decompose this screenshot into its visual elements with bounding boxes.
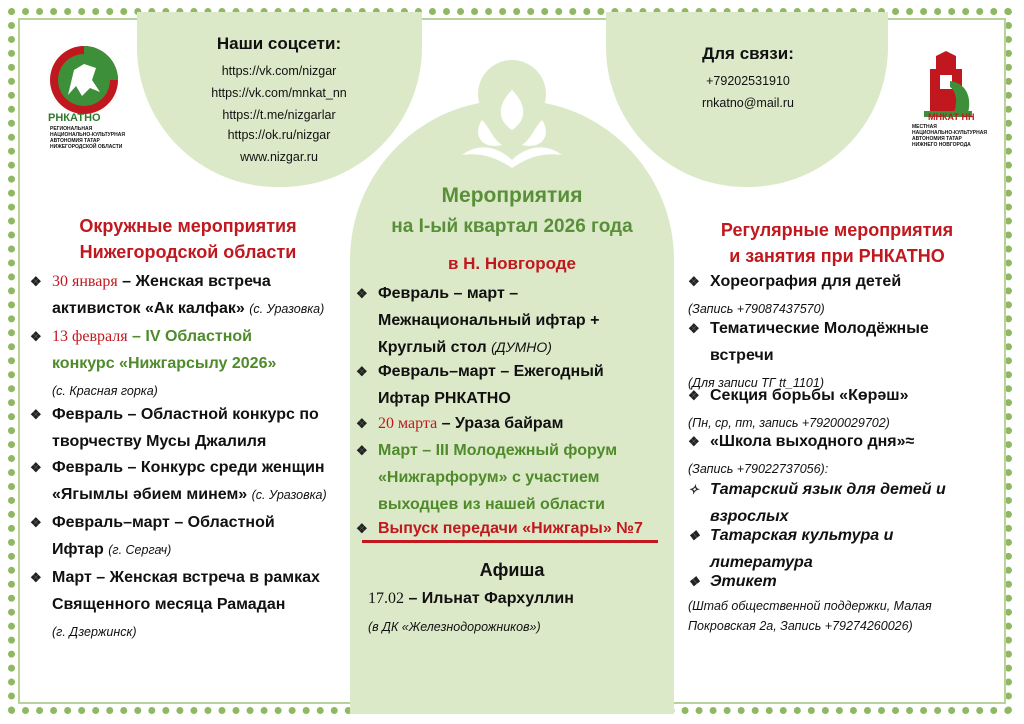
red-underline — [362, 540, 658, 543]
left-item-4-note: (с. Уразовка) — [251, 488, 327, 502]
afisha-event — [368, 590, 574, 608]
right-item-1-line1: Хореография для детей — [710, 273, 902, 290]
bullet-icon: ❖ — [688, 321, 700, 336]
right-logo-caption-3: АВТОНОМИЯ ТАТАР — [912, 136, 962, 142]
center-item-1-line3: Круглый стол — [378, 339, 492, 356]
social-link-ok[interactable]: https://ok.ru/nizgar — [227, 128, 331, 142]
left-item-3-line2: творчеству Мусы Джалиля — [52, 433, 267, 450]
center-item-5-text: Выпуск передачи «Нижгары» №7 — [378, 520, 643, 537]
center-item-4-line2: «Нижгарфорум» с участием — [378, 469, 600, 486]
bullet-icon: ❖ — [688, 388, 700, 403]
center-item-4 — [356, 437, 617, 518]
bullet-icon: ❖ — [30, 407, 42, 422]
left-item-5-line2: Ифтар — [52, 541, 109, 558]
center-item-1 — [356, 280, 599, 361]
right-item-7 — [688, 568, 777, 595]
right-item-7-line1: Этикет — [710, 573, 777, 590]
left-item-2-line2: конкурс «Нижгарсылу 2026» — [52, 355, 277, 372]
right-item-8-note: (Штаб общественной поддержки, Малая — [688, 599, 932, 613]
social-link-vk-nizgar[interactable]: https://vk.com/nizgar — [221, 64, 337, 78]
bullet-icon: ❖ — [356, 521, 368, 536]
right-item-5-line2: взрослых — [710, 508, 789, 525]
afisha-title: Афиша — [479, 560, 545, 580]
center-item-3-date: 20 марта — [378, 415, 438, 432]
left-logo-caption-2: НАЦИОНАЛЬНО-КУЛЬТУРНАЯ — [50, 132, 125, 138]
left-logo-caption-3: АВТОНОМИЯ ТАТАР — [50, 138, 100, 144]
left-item-1 — [30, 268, 324, 323]
center-subtitle: в Н. Новгороде — [447, 254, 577, 273]
left-item-1-line2: активисток «Ак калфак» — [52, 300, 250, 317]
contact-phone[interactable]: +79202531910 — [706, 74, 790, 88]
bullet-icon: ❖ — [688, 274, 700, 289]
left-item-6 — [30, 564, 320, 646]
social-title: Наши соцсети: — [216, 34, 342, 53]
left-item-3 — [30, 401, 319, 455]
left-item-5 — [30, 509, 275, 564]
right-logo-caption-2: НАЦИОНАЛЬНО-КУЛЬТУРНАЯ — [912, 130, 987, 136]
center-item-1-note: (ДУМНО) — [491, 339, 552, 355]
center-title: Мероприятия — [441, 184, 583, 207]
right-title: Регулярные мероприятия — [720, 220, 954, 240]
contact-title: Для связи: — [702, 44, 794, 63]
right-item-4 — [688, 428, 914, 483]
bullet-icon: ❖ — [688, 528, 700, 543]
left-logo-caption-4: НИЖЕГОРОДСКОЙ ОБЛАСТИ — [50, 144, 123, 150]
bullet-icon: ❖ — [356, 416, 368, 431]
bullet-icon: ❖ — [688, 434, 700, 449]
left-item-6-line1: Март – Женская встреча в рамках — [52, 569, 320, 586]
right-item-4-line1: «Школа выходного дня»≈ — [710, 433, 915, 450]
left-item-4 — [30, 454, 327, 509]
afisha-name: – Ильнат Фархуллин — [404, 590, 574, 607]
center-item-2-line2: Ифтар РНКАТНО — [378, 390, 511, 407]
left-item-4-line2: «Ягымлы әбием минем» — [52, 486, 252, 503]
center-item-2 — [356, 358, 604, 412]
afisha-place: (в ДК «Железнодорожников») — [368, 620, 541, 634]
social-link-telegram[interactable]: https://t.me/nizgarlar — [222, 108, 336, 122]
social-link-site[interactable]: www.nizgar.ru — [240, 150, 318, 164]
bullet-icon: ❖ — [356, 443, 368, 458]
right-item-8-note-2: Покровская 2а, Запись +79274260026) — [688, 619, 913, 633]
left-item-2-note: (с. Красная горка) — [52, 384, 158, 398]
bullet-icon: ❖ — [30, 460, 42, 475]
left-item-6-note: (г. Дзержинск) — [52, 625, 137, 639]
ornament-icon — [452, 80, 572, 170]
right-logo-caption-4: НИЖНЕГО НОВГОРОДА — [912, 142, 971, 148]
right-title-2: и занятия при РНКАТНО — [729, 246, 945, 266]
social-link-vk-mnkat[interactable]: https://vk.com/mnkat_nn — [211, 86, 347, 100]
right-item-3-line1: Секция борьбы «Көрәш» — [710, 387, 909, 404]
bullet-icon: ❖ — [688, 574, 700, 589]
left-logo-name: РНКАТНО — [48, 112, 101, 124]
bullet-icon: ❖ — [356, 364, 368, 379]
center-item-4-line1: Март – III Молодежный форум — [378, 442, 618, 459]
afisha-date: 17.02 — [368, 590, 404, 607]
left-item-3-line1: Февраль – Областной конкурс по — [52, 406, 319, 423]
left-item-1-note: (с. Уразовка) — [249, 302, 325, 316]
center-item-4-line3: выходцев из нашей области — [378, 496, 605, 513]
star-bullet-icon: ✧ — [688, 482, 699, 497]
center-item-1-line2: Межнациональный ифтар + — [378, 312, 600, 329]
left-title-2: Нижегородской области — [79, 242, 297, 262]
right-item-3-note: (Пн, ср, пт, запись +79200029702) — [688, 416, 890, 430]
left-item-4-line1: Февраль – Конкурс среди женщин — [52, 459, 325, 476]
center-item-2-line1: Февраль–март – Ежегодный — [378, 363, 604, 380]
right-item-4-note: (Запись +79022737056): — [688, 462, 829, 476]
bullet-icon: ❖ — [30, 515, 42, 530]
left-item-2 — [30, 323, 276, 405]
left-item-1-date: 30 января — [52, 273, 118, 290]
right-item-6-line2: литература — [710, 554, 813, 571]
left-item-1-line1: – Женская встреча — [117, 273, 271, 290]
bullet-icon: ❖ — [356, 286, 368, 301]
right-item-2-line2: встречи — [710, 347, 774, 364]
left-item-5-line1: Февраль–март – Областной — [52, 514, 275, 531]
left-logo-caption-1: РЕГИОНАЛЬНАЯ — [50, 126, 93, 132]
right-logo-name: МНКАТ НН — [928, 112, 975, 122]
right-item-6-line1: Татарская культура и — [710, 527, 894, 544]
center-item-3 — [356, 410, 563, 437]
right-item-2-line1: Тематические Молодёжные — [710, 320, 929, 337]
left-item-2-line1: – IV Областной — [127, 328, 252, 345]
right-item-8 — [688, 596, 932, 636]
left-item-5-note: (г. Сергач) — [108, 543, 172, 557]
left-title: Окружные мероприятия — [79, 216, 297, 236]
left-item-2-date: 13 февраля — [52, 328, 128, 345]
bullet-icon: ❖ — [30, 329, 42, 344]
center-item-1-line1: Февраль – март – — [378, 285, 519, 302]
center-title-2: на I-ый квартал 2026 года — [391, 216, 633, 237]
contact-email[interactable]: rnkatno@mail.ru — [702, 96, 794, 110]
right-item-5-line1: Татарский язык для детей и — [710, 481, 946, 498]
left-item-6-line2: Священного месяца Рамадан — [52, 596, 286, 613]
right-item-1-note: (Запись +79087437570) — [688, 302, 825, 316]
center-item-5 — [356, 515, 643, 542]
right-item-2-note: (Для записи ТГ tt_1101) — [688, 376, 824, 390]
bullet-icon: ❖ — [30, 274, 42, 289]
center-item-3-text: – Ураза байрам — [437, 415, 564, 432]
right-logo-caption-1: МЕСТНАЯ — [912, 124, 937, 130]
bullet-icon: ❖ — [30, 570, 42, 585]
